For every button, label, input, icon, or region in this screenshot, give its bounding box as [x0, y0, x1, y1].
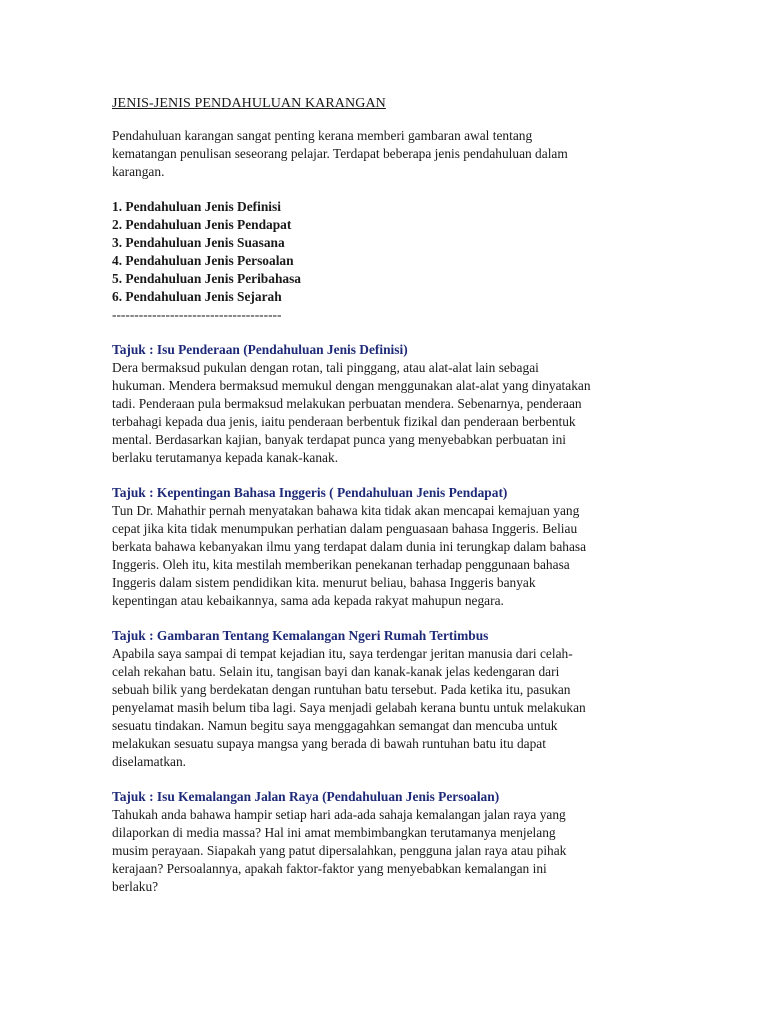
section-heading: Tajuk : Kepentingan Bahasa Inggeris ( Pendahuluan Jenis Pendapat): [112, 485, 508, 500]
section-body: [112, 806, 672, 896]
section-bahasa-inggeris: [112, 484, 672, 610]
section-body: [112, 359, 672, 467]
body-line: sesuatu tindakan. Namun begitu saya menggagahkan semangat dan mencuba untuk: [112, 718, 558, 733]
body-line: diselamatkan.: [112, 754, 186, 769]
jenis-list-item: 5. Pendahuluan Jenis Peribahasa: [112, 271, 301, 286]
body-line: Dera bermaksud pukulan dengan rotan, tali pinggang, atau alat-alat lain sebagai: [112, 360, 539, 375]
section-heading: Tajuk : Gambaran Tentang Kemalangan Ngeri Rumah Tertimbus: [112, 628, 489, 643]
jenis-list: [112, 198, 672, 306]
body-line: Inggeris. Oleh itu, kita mestilah memberikan penekanan terhadap penggunaan bahasa: [112, 557, 570, 572]
body-line: Tahukah anda bahawa hampir setiap hari ada-ada sahaja kemalangan jalan raya yang: [112, 807, 566, 822]
body-line: musim perayaan. Siapakah yang patut dipersalahkan, pengguna jalan raya atau pihak: [112, 843, 567, 858]
body-line: Inggeris dalam sistem pendidikan kita. menurut beliau, bahasa Inggeris banyak: [112, 575, 536, 590]
body-line: Tun Dr. Mahathir pernah menyatakan bahawa kita tidak akan mencapai kemajuan yang: [112, 503, 580, 518]
body-line: celah rekahan batu. Selain itu, tangisan bayi dan kanak-kanak jelas kedengaran dari: [112, 664, 560, 679]
intro-line: kematangan penulisan seseorang pelajar. Terdapat beberapa jenis pendahuluan dalam: [112, 146, 568, 161]
divider-line: --------------------------------------: [112, 307, 282, 322]
body-line: terbahagi kepada dua jenis, iaitu penderaan berbentuk fizikal dan penderaan berbentuk: [112, 414, 576, 429]
intro-paragraph: [112, 127, 672, 181]
document-content: [112, 95, 672, 913]
jenis-list-item: 6. Pendahuluan Jenis Sejarah: [112, 289, 282, 304]
body-line: melakukan sesuatu supaya mangsa yang berada di bawah runtuhan batu itu dapat: [112, 736, 546, 751]
section-heading: Tajuk : Isu Kemalangan Jalan Raya (Pendahuluan Jenis Persoalan): [112, 789, 500, 804]
jenis-list-item: 3. Pendahuluan Jenis Suasana: [112, 235, 285, 250]
jenis-list-item: 1. Pendahuluan Jenis Definisi: [112, 199, 281, 214]
body-line: dilaporkan di media massa? Hal ini amat membimbangkan terutamanya menjelang: [112, 825, 556, 840]
body-line: penyelamat masih belum tiba lagi. Saya menjadi gelabah kerana buntu untuk melakukan: [112, 700, 586, 715]
body-line: tadi. Penderaan pula bermaksud melakukan perbuatan mendera. Sebenarnya, penderaan: [112, 396, 582, 411]
section-body: [112, 645, 672, 771]
body-line: cepat jika kita tidak menumpukan perhatian dalam penguasaan bahasa Inggeris. Beliau: [112, 521, 578, 536]
body-line: Apabila saya sampai di tempat kejadian itu, saya terdengar jeritan manusia dari celah-: [112, 646, 573, 661]
body-line: berkata bahawa kebanyakan ilmu yang terdapat dalam dunia ini terungkap dalam bahasa: [112, 539, 587, 554]
body-line: kepentingan atau kebaikannya, sama ada kepada rakyat mahupun negara.: [112, 593, 504, 608]
section-heading: Tajuk : Isu Penderaan (Pendahuluan Jenis Definisi): [112, 342, 408, 357]
section-rumah-tertimbus: [112, 627, 672, 771]
document-title: JENIS-JENIS PENDAHULUAN KARANGAN: [112, 96, 386, 111]
section-body: [112, 502, 672, 610]
body-line: sebuah bilik yang berdekatan dengan runtuhan batu tersebut. Pada ketika itu, pasukan: [112, 682, 571, 697]
intro-line: karangan.: [112, 164, 165, 179]
section-penderaan: [112, 341, 672, 467]
body-line: mental. Berdasarkan kajian, banyak terdapat punca yang menyebabkan perbuatan ini: [112, 432, 566, 447]
jenis-list-item: 2. Pendahuluan Jenis Pendapat: [112, 217, 292, 232]
body-line: kerajaan? Persoalannya, apakah faktor-faktor yang menyebabkan kemalangan ini: [112, 861, 547, 876]
body-line: berlaku terutamanya kepada kanak-kanak.: [112, 450, 339, 465]
body-line: berlaku?: [112, 879, 159, 894]
body-line: hukuman. Mendera bermaksud memukul dengan menggunakan alat-alat yang dinyatakan: [112, 378, 591, 393]
intro-line: Pendahuluan karangan sangat penting kerana memberi gambaran awal tentang: [112, 128, 533, 143]
section-jalan-raya: [112, 788, 672, 896]
jenis-list-item: 4. Pendahuluan Jenis Persoalan: [112, 253, 294, 268]
